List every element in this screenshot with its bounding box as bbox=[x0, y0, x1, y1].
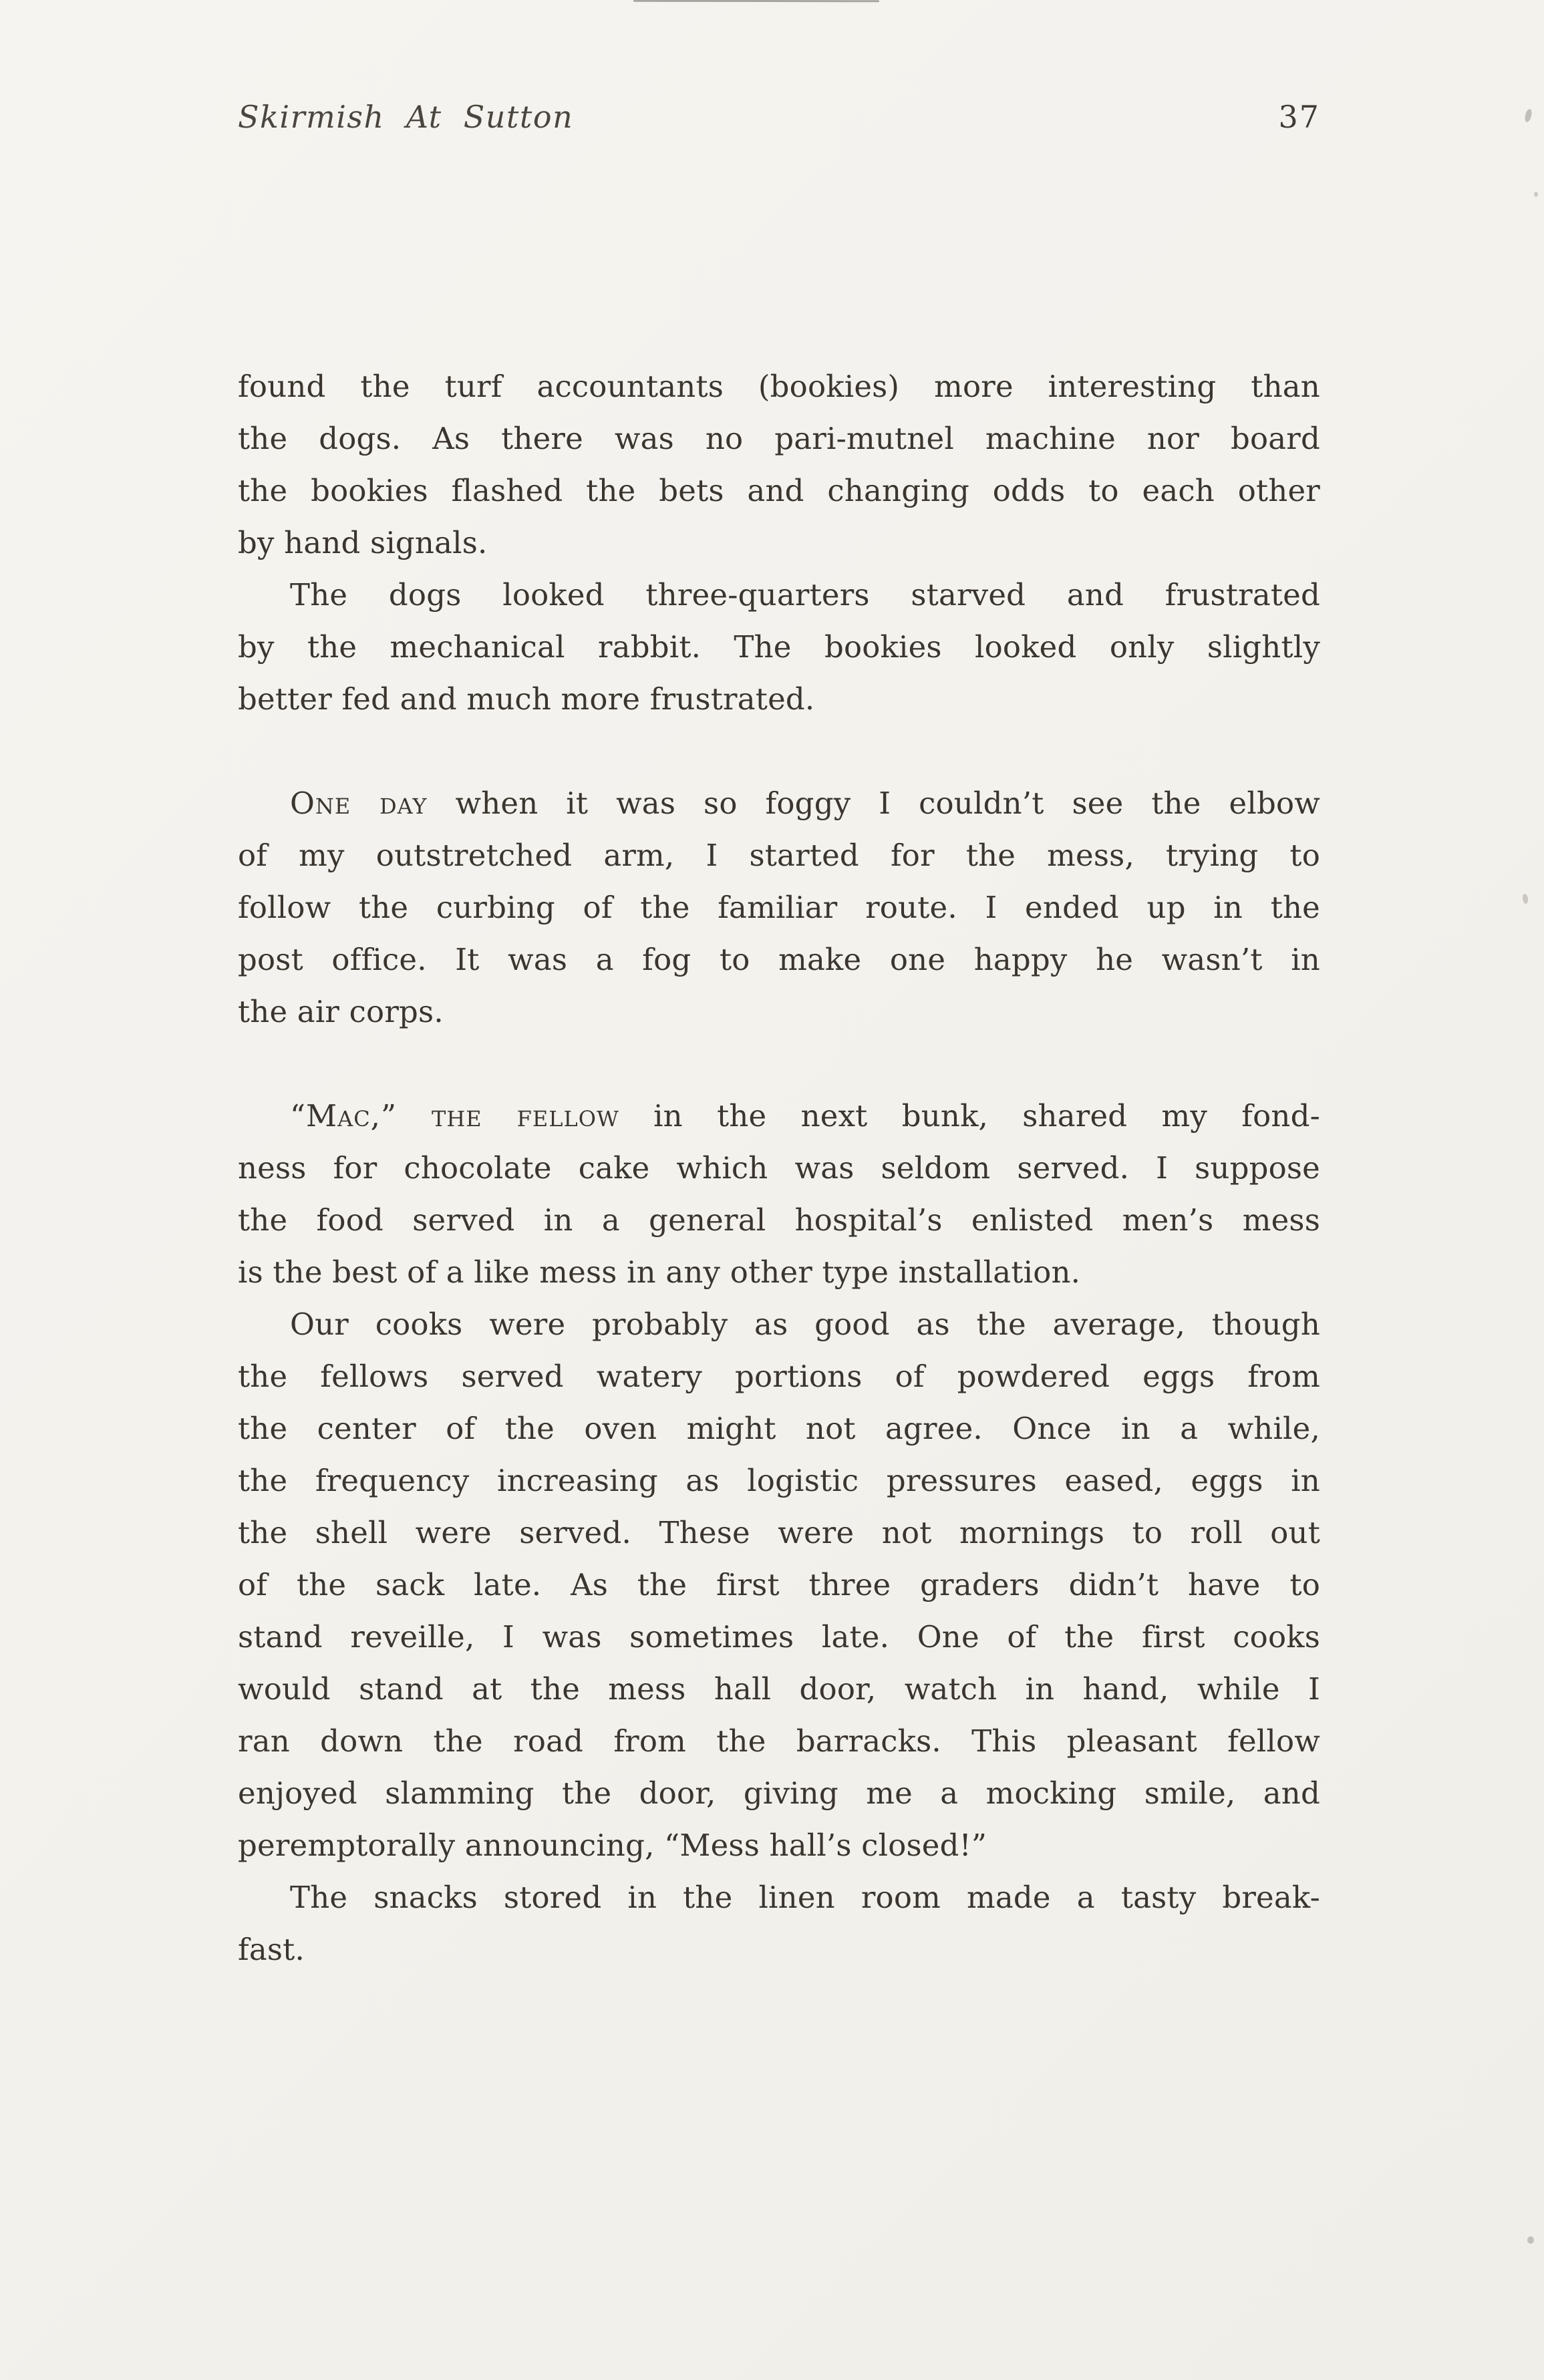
text-line: fast. bbox=[238, 1932, 305, 1967]
text-line: by hand signals. bbox=[238, 525, 488, 560]
running-title: Skirmish At Sutton bbox=[238, 99, 574, 135]
text-line: the bookies flashed the bets and changing odds to each other bbox=[238, 473, 1320, 508]
scan-speck bbox=[1534, 192, 1538, 197]
text-line: by the mechanical rabbit. The bookies looked only slightly bbox=[238, 629, 1320, 665]
page-number: 37 bbox=[1278, 99, 1320, 135]
text-line: The snacks stored in the linen room made a tasty break- bbox=[290, 1880, 1320, 1915]
text-line: the fellows served watery portions of powdered eggs from bbox=[238, 1359, 1320, 1394]
text-line: of the sack late. As the first three graders didn’t have to bbox=[238, 1567, 1320, 1602]
text-line: follow the curbing of the familiar route. I ended up in the bbox=[238, 890, 1320, 925]
scan-speck bbox=[1524, 108, 1533, 123]
scan-speck bbox=[1522, 894, 1529, 904]
small-caps-lead: “Mac,” the fellow bbox=[290, 1098, 619, 1134]
lead-rest: in the next bunk, shared my fond- bbox=[619, 1098, 1321, 1134]
text-line: better fed and much more frustrated. bbox=[238, 681, 815, 717]
text-line bbox=[238, 778, 1320, 830]
text-line: the food served in a general hospital’s enlisted men’s mess bbox=[238, 1202, 1320, 1238]
text-line: is the best of a like mess in any other type installation. bbox=[238, 1254, 1081, 1290]
text-line: ness for chocolate cake which was seldom served. I suppose bbox=[238, 1150, 1320, 1186]
scan-speck bbox=[1527, 2236, 1534, 2244]
text-line: of my outstretched arm, I started for the mess, trying to bbox=[238, 838, 1320, 873]
lead-rest: when it was so foggy I couldn’t see the elbow bbox=[427, 786, 1320, 821]
body-text bbox=[238, 361, 1320, 1976]
small-caps-lead: One day bbox=[290, 786, 428, 821]
text-line bbox=[238, 1090, 1320, 1142]
text-line: the center of the oven might not agree. Once in a while, bbox=[238, 1411, 1320, 1446]
text-line: stand reveille, I was sometimes late. One of the first cooks bbox=[238, 1619, 1320, 1655]
scan-edge-shadow bbox=[633, 0, 879, 2]
text-line: peremptorally announcing, “Mess hall’s closed!” bbox=[238, 1828, 987, 1863]
text-line: ran down the road from the barracks. This pleasant fellow bbox=[238, 1723, 1320, 1759]
text-line: the air corps. bbox=[238, 994, 444, 1029]
text-line: found the turf accountants (bookies) more interesting than bbox=[238, 369, 1320, 404]
text-line: would stand at the mess hall door, watch in hand, while I bbox=[238, 1671, 1320, 1707]
text-line: the dogs. As there was no pari-mutnel machine nor board bbox=[238, 421, 1320, 456]
text-line: enjoyed slamming the door, giving me a mocking smile, and bbox=[238, 1775, 1320, 1811]
text-line: Our cooks were probably as good as the average, though bbox=[290, 1307, 1320, 1342]
text-line: the shell were served. These were not mornings to roll out bbox=[238, 1515, 1320, 1550]
text-line: post office. It was a fog to make one happy he wasn’t in bbox=[238, 942, 1320, 977]
section-break bbox=[238, 1038, 1320, 1090]
text-line: the frequency increasing as logistic pressures eased, eggs in bbox=[238, 1463, 1320, 1498]
text-line: The dogs looked three-quarters starved and frustrated bbox=[290, 577, 1320, 613]
section-break bbox=[238, 725, 1320, 778]
page-header bbox=[238, 99, 1320, 139]
